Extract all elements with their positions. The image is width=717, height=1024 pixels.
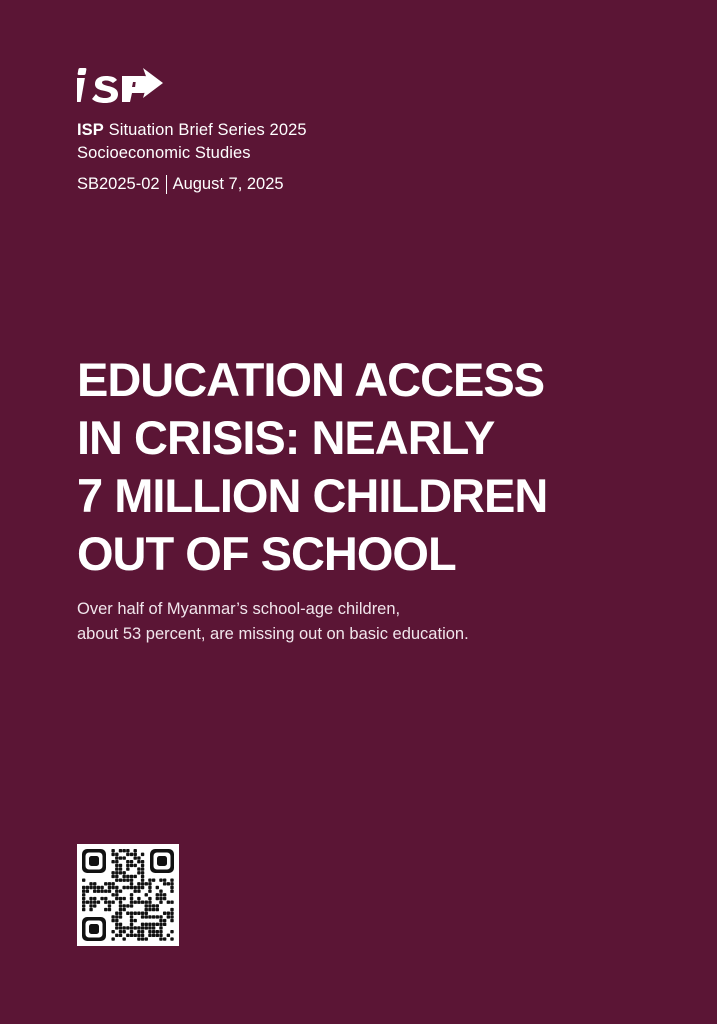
brief-date: August 7, 2025 <box>172 175 284 193</box>
isp-logo <box>77 66 165 106</box>
meta-divider <box>166 175 167 194</box>
series-category: Socioeconomic Studies <box>77 144 251 162</box>
headline-line-1: EDUCATION ACCESS <box>77 353 545 406</box>
series-brand: ISP <box>77 121 104 139</box>
series-name: Situation Brief Series 2025 <box>108 121 307 139</box>
isp-logo-icon <box>77 66 165 106</box>
series-title <box>77 119 307 142</box>
subtitle <box>77 597 469 647</box>
brief-meta <box>77 174 284 194</box>
brief-code: SB2025-02 <box>77 175 160 193</box>
qr-code-icon <box>77 844 179 946</box>
subtitle-line-1: Over half of Myanmar’s school-age children, <box>77 600 401 618</box>
headline-line-4: OUT OF SCHOOL <box>77 527 456 580</box>
series-block <box>77 119 307 165</box>
headline <box>77 351 677 583</box>
subtitle-line-2: about 53 percent, are missing out on basic education. <box>77 625 469 643</box>
headline-line-3: 7 MILLION CHILDREN <box>77 469 548 522</box>
headline-line-2: IN CRISIS: NEARLY <box>77 411 495 464</box>
qr-code[interactable] <box>77 844 179 946</box>
